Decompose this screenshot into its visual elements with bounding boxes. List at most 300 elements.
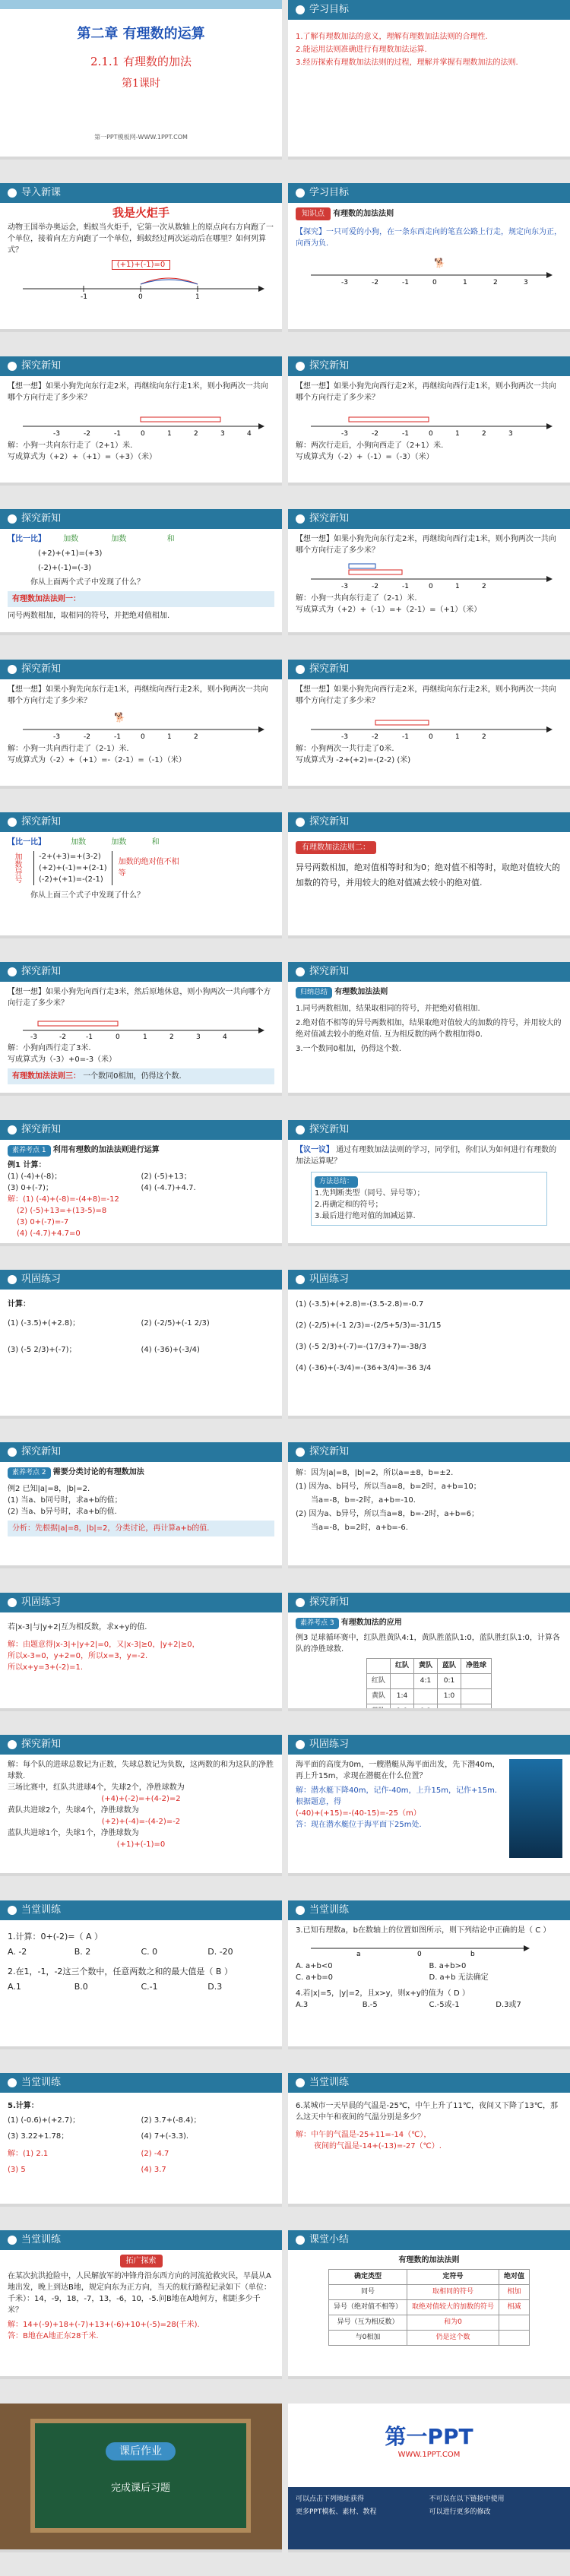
compare-label: 【比一比】 xyxy=(8,837,46,847)
svg-text:2: 2 xyxy=(169,1033,174,1040)
svg-text:-2: -2 xyxy=(372,733,378,740)
option-c: C. a+b=0 xyxy=(296,1973,333,1982)
svg-text:-2: -2 xyxy=(59,1033,66,1040)
number-line xyxy=(8,274,274,299)
expression: 写成算式为（+2）+（+1）=（+3）（米） xyxy=(8,452,157,461)
answer-2: 夜间的气温是-14+(-13)=-27（℃）. xyxy=(314,2141,442,2150)
site-credit: 第一PPT模板网-WWW.1PPT.COM xyxy=(94,134,188,141)
summary-title: 有理数加法法则 xyxy=(334,988,388,997)
number-line xyxy=(296,1939,562,1957)
header-title: 探究新知 xyxy=(21,1739,62,1751)
svg-text:0: 0 xyxy=(116,1033,120,1040)
equation-2: (+2)+(-1)=+(2-1) xyxy=(39,863,107,872)
header-dot-icon xyxy=(8,188,17,198)
header-title: 学习目标 xyxy=(309,187,350,199)
item-2: (2) (-5)+13； xyxy=(141,1172,192,1181)
answer-2: (2) (-2/5)+(-1 2/3)=-(2/5+5/3)=-31/15 xyxy=(296,1321,442,1330)
svg-text:3: 3 xyxy=(196,1033,201,1040)
svg-text:3: 3 xyxy=(508,429,513,437)
header-dot-icon xyxy=(296,5,305,14)
header-dot-icon xyxy=(8,1598,17,1607)
homework-text: 完成课后习题 xyxy=(110,2482,170,2494)
svg-text:-1: -1 xyxy=(81,293,87,300)
th-3: 蓝队 xyxy=(438,1658,461,1673)
slide-drill-3 xyxy=(0,2073,282,2207)
answer-1: 解：(1) 2.1 xyxy=(8,2149,49,2158)
item-2: (2) 当a、b异号时，求a+b的值. xyxy=(8,1508,117,1517)
question-4: 4.若|x|=5，|y|=2，且x>y，则x+y的值为（ D ） xyxy=(296,1989,470,1998)
slide-drill-2 xyxy=(288,1900,570,2049)
line-3: (+4)+(-2)=+(4-2)=2 xyxy=(101,1795,181,1804)
svg-text:-2: -2 xyxy=(372,429,378,437)
header-title: 探究新知 xyxy=(309,1596,350,1608)
table-row: 红队 4:1 0:1 xyxy=(366,1673,491,1688)
summary-tag: 归纳总结 xyxy=(296,987,332,998)
header-title: 当堂训练 xyxy=(21,1904,62,1916)
slide-practice-1 xyxy=(0,1270,282,1419)
summary-item-2: 2.绝对值不相等的异号两数相加，结果取绝对值较大的加数的符号，并用较大的绝对值减去较小的绝对值. 互为相反数的两个数相加得0. xyxy=(296,1019,562,1040)
slide-explore-6 xyxy=(0,962,282,1096)
header-title: 当堂训练 xyxy=(21,2076,62,2088)
option-b: B. a+b>0 xyxy=(429,1961,467,1970)
answer-4: (4) (-36)+(-3/4)=-(36+3/4)=-36 3/4 xyxy=(296,1364,432,1372)
summary-table: 确定类型 定符号 绝对值 同号 取相同的符号 相加 异号（绝对值不相等） 取绝对值较大的加数的符号 相减 异号（互为相反数） 和为0 与0相加 仍是这个数 xyxy=(328,2269,530,2346)
header-dot-icon xyxy=(8,967,17,976)
step-1: 1.先判断类型（同号、异号等）； xyxy=(315,1188,425,1198)
equation-3: (-2)+(+1)=-(2-1) xyxy=(39,875,103,884)
ad-line-2: 更多PPT模板、素材、教程 xyxy=(296,2508,377,2516)
number-line xyxy=(296,407,562,437)
svg-text:-2: -2 xyxy=(84,429,90,437)
option-c: C.-5或-1 xyxy=(429,2000,460,2009)
answer-2: (-40)+(+15)=-(40-15)=-25（m） xyxy=(296,1809,421,1818)
header-dot-icon xyxy=(8,1275,17,1284)
discuss-label: 【议一议】 xyxy=(296,1145,334,1154)
answer-3: 所以x+y=3+(-2)=1. xyxy=(8,1663,84,1672)
goal-3: 3.经历探索有理数加法法则的过程，理解并掌握有理数加法的法则. xyxy=(296,59,518,67)
line-1: 解：每个队的进球总数记为正数，失球总数记为负数，这两数的和为这队的净胜球数. xyxy=(8,1761,274,1781)
option-d: D. -20 xyxy=(207,1946,233,1957)
submarine-image xyxy=(509,1759,562,1858)
goal-2: 2.能运用法则准确进行有理数加法运算. xyxy=(296,46,427,54)
svg-text:a: a xyxy=(356,1950,361,1957)
svg-text:1: 1 xyxy=(195,293,200,300)
slide-summary xyxy=(288,962,570,1096)
rule-text: 同号两数相加，取相同的符号，并把绝对值相加. xyxy=(8,612,170,621)
question: 通过有理数加法法则的学习，同学们，你们认为如何进行有理数的加法运算呢？ xyxy=(296,1145,557,1166)
col-addend-2: 加数 xyxy=(111,535,127,544)
line-7: (+1)+(-1)=0 xyxy=(116,1840,166,1850)
option-d: D.3 xyxy=(207,1981,223,1992)
knowledge-title: 有理数的加法法则 xyxy=(333,210,394,219)
summary-item-3: 3.一个数同0相加，仍得这个数. xyxy=(296,1045,402,1054)
slide-practice-2 xyxy=(0,1593,282,1711)
th-1: 红队 xyxy=(390,1658,413,1673)
question-3: 3.已知有理数a，b在数轴上的位置如图所示，则下列结论中正确的是（ C ） xyxy=(296,1926,551,1935)
svg-text:2: 2 xyxy=(482,583,486,590)
svg-text:1: 1 xyxy=(167,733,172,740)
example-title: 有理数加法的应用 xyxy=(340,1618,402,1627)
header-title: 探究新知 xyxy=(309,359,350,372)
answer: 解：小狗向西行走了3米. xyxy=(8,1044,91,1053)
table-row: 异号（互为相反数） 和为0 xyxy=(328,2315,529,2331)
expression: 写成算式为 -2+(+2)=-(2-2) (米) xyxy=(296,755,411,764)
number-line xyxy=(296,559,562,590)
svg-text:2: 2 xyxy=(482,733,486,740)
ad-line-3: 不可以在以下链接中使用 xyxy=(429,2495,505,2503)
homework-title: 课后作业 xyxy=(106,2442,176,2460)
svg-text:-3: -3 xyxy=(53,429,60,437)
svg-text:b: b xyxy=(470,1950,475,1957)
header-dot-icon xyxy=(8,2236,17,2245)
compare-label: 【比一比】 xyxy=(8,535,46,544)
question: 【想一想】如果小狗先向东行走1米，再继续向西行走2米，则小狗两次一共向哪个方向行走了多少米？ xyxy=(8,685,268,705)
step-3: 3.最后进行绝对值的加减运算. xyxy=(315,1211,416,1220)
svg-text:1: 1 xyxy=(455,733,460,740)
svg-text:2: 2 xyxy=(194,733,198,740)
col-sum: 和 xyxy=(166,535,175,544)
header-dot-icon xyxy=(296,1598,305,1607)
solution-3: (3) 0+(-7)=-7 xyxy=(17,1217,69,1226)
answer-2: 答：B地在A地正东28千米. xyxy=(8,2332,99,2341)
slide-explore-3 xyxy=(288,509,570,635)
rule-text: 一个数同0相加，仍得这个数. xyxy=(83,1072,182,1081)
header-title: 巩固练习 xyxy=(309,1739,350,1751)
slide-homework xyxy=(0,2404,282,2552)
header-title: 巩固练习 xyxy=(309,1274,350,1285)
item-1: (1) 当a、b同号时，求a+b的值； xyxy=(8,1496,122,1505)
score-table xyxy=(366,1658,492,1711)
header-title: 探究新知 xyxy=(309,513,350,525)
dog-icon: 🐕 xyxy=(114,711,125,723)
option-d: D. a+b 无法确定 xyxy=(429,1973,489,1982)
number-line xyxy=(8,710,274,740)
knowledge-tag: 知识点 xyxy=(296,207,331,220)
col-addend-1: 加数 xyxy=(71,837,87,847)
header-dot-icon xyxy=(296,362,305,371)
line-6: 蓝队共进球1个，失球1个，净胜球数为 xyxy=(8,1829,139,1838)
expression: 写成算式为（-2）+（+1）=-（2-1）=（-1）（米） xyxy=(8,755,186,764)
slide-explore-4 xyxy=(0,660,282,789)
svg-text:4: 4 xyxy=(247,429,252,437)
svg-text:0: 0 xyxy=(429,733,433,740)
header-title: 探究新知 xyxy=(21,815,62,828)
header-title: 当堂训练 xyxy=(21,2234,62,2246)
slide-example-2 xyxy=(0,1442,282,1568)
question: 在某次抗洪抢险中，人民解放军的冲锋舟沿东西方向的河流抢救灾民，早晨从A地出发，晚上到达B地，规定向东为正方向，当天的航行路程记录如下（单位：千米）：14，-9，18，-7，13，-6，10，-5.问B地在A地何方，相距多少千米？ xyxy=(8,2272,271,2315)
side-label-left: 加数异号 xyxy=(13,853,21,884)
col-sum: 和 xyxy=(151,837,160,847)
svg-text:2: 2 xyxy=(493,279,498,286)
item-1: (1) (-3.5)+(+2.8)； xyxy=(8,1319,81,1328)
slide-knowledge xyxy=(288,183,570,332)
question: 【想一想】如果小狗先向东行走2米，再继续向西行走1米，则小狗两次一共向哪个方向行走了多少米？ xyxy=(296,535,556,555)
option-b: B.-5 xyxy=(362,2000,378,2009)
answer: 解：小狗一共向东行走了（2-1）米. xyxy=(296,594,417,603)
summary-title: 有理数的加法法则 xyxy=(398,2256,460,2265)
header-title: 探究新知 xyxy=(21,1446,62,1458)
svg-text:4: 4 xyxy=(223,1033,227,1040)
header-title: 探究新知 xyxy=(309,663,350,675)
line-5: 当a=-8，b=2时，a+b=-6. xyxy=(311,1524,408,1533)
svg-text:-1: -1 xyxy=(402,279,409,286)
example-tag: 素养考点 1 xyxy=(8,1145,51,1157)
slide-explore-2 xyxy=(288,356,570,486)
answer-3: (3) (-5 2/3)+(-7)=-(17/3+7)=-38/3 xyxy=(296,1343,426,1351)
slide-drill-4 xyxy=(288,2073,570,2207)
header-title: 探究新知 xyxy=(21,1123,62,1135)
header-title: 探究新知 xyxy=(21,663,62,675)
ad-line-1: 可以点击下列地址获得 xyxy=(296,2495,365,2503)
svg-text:-2: -2 xyxy=(84,733,90,740)
item-1: (1) (-0.6)+(+2.7)； xyxy=(8,2116,81,2125)
intro-formula: (+1)+(-1)=0 xyxy=(112,260,170,270)
answer-2: (2) -4.7 xyxy=(141,2149,169,2158)
svg-text:-2: -2 xyxy=(372,583,378,590)
svg-text:-3: -3 xyxy=(341,429,348,437)
number-line xyxy=(8,407,274,437)
example-label: 例1 计算： xyxy=(8,1160,46,1169)
method-tag: 方法总结： xyxy=(315,1176,358,1188)
slide-explore-5 xyxy=(288,660,570,789)
equation-2: (-2)+(-1)=(-3) xyxy=(38,564,92,573)
slide-practice-1-answers xyxy=(288,1270,570,1419)
example-tag: 素养考点 2 xyxy=(8,1467,51,1479)
svg-text:0: 0 xyxy=(141,429,145,437)
rule-text: 异号两数相加，绝对值相等时和为0；绝对值不相等时，取绝对值较大的加数的符号，并用较大的绝对值减去较小的绝对值. xyxy=(296,862,560,888)
item-4: (4) (-4.7)+4.7. xyxy=(141,1183,196,1192)
slide-rule-2 xyxy=(288,812,570,938)
header-dot-icon xyxy=(8,1740,17,1749)
slide-practice-3 xyxy=(288,1735,570,1876)
solution-4: (4) (-4.7)+4.7=0 xyxy=(17,1229,81,1238)
solution-2: (2) (-5)+13=+(13-5)=8 xyxy=(17,1206,107,1215)
ad-site: WWW.1PPT.COM xyxy=(397,2450,461,2459)
svg-text:0: 0 xyxy=(429,583,433,590)
slide-compare-2 xyxy=(0,812,282,938)
header-title: 探究新知 xyxy=(309,1123,350,1135)
line-5: (+2)+(-4)=-(4-2)=-2 xyxy=(101,1818,181,1827)
line-2: (1) 因为a、b同号，所以当a=8，b=2时，a+b=10； xyxy=(296,1483,481,1492)
header-title: 当堂训练 xyxy=(309,1904,350,1916)
item-3: (3) 3.22+1.78； xyxy=(8,2131,69,2141)
header-dot-icon xyxy=(296,2078,305,2087)
question: 海平面的高度为0m，一艘潜艇从海平面出发，先下潜40m，再上升15m，求现在潜艇在什么位置？ xyxy=(296,1761,500,1781)
header-title: 探究新知 xyxy=(21,359,62,372)
svg-text:0: 0 xyxy=(141,733,145,740)
side-label-right: 加数的绝对值不相等 xyxy=(118,858,179,878)
solution-1: 解：(1) (-4)+(-8)=-(4+8)=-12 xyxy=(8,1195,119,1204)
option-a: A.3 xyxy=(296,2000,309,2009)
svg-text:2: 2 xyxy=(482,429,486,437)
svg-text:1: 1 xyxy=(143,1033,147,1040)
question: 你从上面三个式子中发现了什么？ xyxy=(30,891,144,900)
svg-text:-1: -1 xyxy=(402,733,409,740)
explore-text: 【探究】一只可爱的小狗，在一条东西走向的笔直公路上行走，规定向东为正，向西为负. xyxy=(296,228,562,248)
answer: 解：小狗一共向西行走了（2-1）米. xyxy=(8,744,129,753)
svg-text:-1: -1 xyxy=(114,733,121,740)
slide-intro xyxy=(0,183,282,332)
item-4: (4) 7+(-3.3). xyxy=(141,2131,189,2141)
option-a: A. -2 xyxy=(8,1946,27,1957)
equation-1: -2+(+3)=+(3-2) xyxy=(39,852,101,861)
item-1: (1) (-4)+(-8)； xyxy=(8,1172,62,1181)
svg-text:-3: -3 xyxy=(341,279,348,286)
answer-1: 解：由题意得|x-3|+|y+2|=0，又|x-3|≥0，|y+2|≥0， xyxy=(8,1640,200,1649)
header-title: 探究新知 xyxy=(309,1446,350,1458)
header-dot-icon xyxy=(296,1125,305,1135)
question: 【想一想】如果小狗先向西行走2米，再继续向西行走1米，则小狗两次一共向哪个方向行走了多少米？ xyxy=(296,381,556,402)
slide-example-3 xyxy=(288,1593,570,1711)
number-line xyxy=(8,1012,274,1040)
table-row: 同号 取相同的符号 相加 xyxy=(328,2285,529,2300)
analysis: 分析：先根据|a|=8，|b|=2，分类讨论，再计算a+b的值. xyxy=(8,1521,274,1536)
header-dot-icon xyxy=(296,2236,305,2245)
svg-text:0: 0 xyxy=(432,279,437,286)
item-3: (3) (-5 2/3)+(-7)； xyxy=(8,1346,77,1354)
number-line xyxy=(296,252,562,286)
rule-title: 有理数加法法则一： xyxy=(12,595,81,604)
slide-explore-1 xyxy=(0,356,282,486)
answer-4: (4) 3.7 xyxy=(141,2165,166,2174)
item-2: (2) (-2/5)+(-1 2/3) xyxy=(141,1319,210,1328)
header-dot-icon xyxy=(296,1448,305,1457)
header-title: 探究新知 xyxy=(21,966,62,978)
option-a: A.1 xyxy=(8,1981,21,1992)
col-addend-2: 加数 xyxy=(111,837,127,847)
equation-1: (+2)+(+1)=(+3) xyxy=(38,549,103,559)
slide-steps xyxy=(288,1120,570,1246)
option-c: C. 0 xyxy=(141,1946,158,1957)
option-a: A. a+b<0 xyxy=(296,1961,333,1970)
svg-text:-2: -2 xyxy=(372,279,378,286)
section-title: 2.1.1 有理数的加法 xyxy=(90,55,192,68)
svg-text:-3: -3 xyxy=(341,583,348,590)
svg-text:3: 3 xyxy=(220,429,225,437)
svg-text:1: 1 xyxy=(455,429,460,437)
number-line xyxy=(296,710,562,740)
extend-tag: 拓广探索 xyxy=(120,2255,163,2267)
slide-goals xyxy=(288,0,570,160)
question-1: 1.计算：0+(-2)=（ A ） xyxy=(8,1931,103,1941)
slide-compare-1 xyxy=(0,509,282,635)
question: 【想一想】如果小狗先向东行走2米，再继续向东行走1米，则小狗两次一共向哪个方向行走了多少米？ xyxy=(8,381,268,402)
slide-summary-2 xyxy=(288,2230,570,2379)
line-3: 当a=-8，b=-2时，a+b=-10. xyxy=(311,1496,416,1505)
item-2: (2) 3.7+(-8.4)； xyxy=(141,2116,201,2125)
slide-example-2-answer xyxy=(288,1442,570,1568)
answer-1: 解：潜水艇下降40m，记作-40m，上升15m，记作+15m.根据题意，得 xyxy=(296,1786,498,1807)
answer: 解：两次行走后，小狗向西走了（2+1）米. xyxy=(296,441,444,450)
svg-text:-1: -1 xyxy=(402,429,409,437)
slide-drill-5 xyxy=(0,2230,282,2379)
header-dot-icon xyxy=(8,665,17,674)
svg-text:-3: -3 xyxy=(53,733,60,740)
option-b: B.0 xyxy=(74,1981,88,1992)
svg-text:1: 1 xyxy=(167,429,172,437)
svg-text:-3: -3 xyxy=(341,733,348,740)
svg-text:0: 0 xyxy=(417,1950,422,1957)
header-dot-icon xyxy=(8,818,17,827)
line-1: 解：因为|a|=8，|b|=2，所以a=±8，b=±2. xyxy=(296,1469,454,1478)
svg-text:2: 2 xyxy=(194,429,198,437)
header-dot-icon xyxy=(8,1125,17,1135)
svg-text:0: 0 xyxy=(429,429,433,437)
svg-text:0: 0 xyxy=(138,293,143,300)
header-dot-icon xyxy=(296,1740,305,1749)
intro-text: 动物王国举办奥运会，蚂蚁当火炬手，它第一次从数轴上的原点向右方向跑了一个单位，接着向左方向跑了一个单位，蚂蚁经过两次运动后在哪里？如何列算式？ xyxy=(8,223,274,255)
expression: 写成算式为（-3）+0=-3（米） xyxy=(8,1055,117,1065)
svg-text:-1: -1 xyxy=(402,583,409,590)
slide-example-3-answer xyxy=(0,1735,282,1876)
answer: 解：小狗一共向东行走了（2+1）米. xyxy=(8,441,133,450)
answer: 解：小狗两次一共行走了0米. xyxy=(296,744,394,753)
slide-ad xyxy=(288,2404,570,2552)
header-dot-icon xyxy=(296,818,305,827)
header-title: 巩固练习 xyxy=(21,1274,62,1285)
question: 【想一想】如果小狗先向西行走2米，再继续向东行走2米，则小狗两次一共向哪个方向行走了多少米？ xyxy=(296,685,556,705)
table-row: 蓝队 1:0 0:1 xyxy=(366,1704,491,1711)
ad-line-4: 可以进行更多的修改 xyxy=(429,2508,491,2516)
step-2: 2.再确定和的符号； xyxy=(315,1200,383,1209)
slide-example-1 xyxy=(0,1120,282,1246)
header-title: 学习目标 xyxy=(309,4,350,15)
option-b: B. 2 xyxy=(74,1946,91,1957)
answer-3: 答：现在潜水艇位于海平面下25m处. xyxy=(296,1821,422,1830)
question: 若|x-3|与|y+2|互为相反数，求x+y的值. xyxy=(8,1622,147,1631)
answer-3: (3) 5 xyxy=(8,2165,26,2174)
col-addend-1: 加数 xyxy=(63,535,79,544)
dog-icon: 🐕 xyxy=(434,258,445,269)
question: 例2 已知|a|=8，|b|=2. xyxy=(8,1485,90,1494)
header-dot-icon xyxy=(296,1906,305,1915)
svg-text:1: 1 xyxy=(463,279,467,286)
option-c: C.-1 xyxy=(141,1981,158,1992)
table-row: 与0相加 仍是这个数 xyxy=(328,2331,529,2346)
example-title: 利用有理数的加法法则进行运算 xyxy=(52,1145,160,1154)
summary-item-1: 1.同号两数相加，结果取相同的符号，并把绝对值相加. xyxy=(296,1005,480,1014)
header-dot-icon xyxy=(296,1275,305,1284)
header-title: 探究新知 xyxy=(309,815,350,828)
header-dot-icon xyxy=(8,362,17,371)
header-dot-icon xyxy=(296,514,305,524)
header-dot-icon xyxy=(8,1448,17,1457)
header-dot-icon xyxy=(8,1906,17,1915)
ad-logo: 第一PPT xyxy=(385,2423,473,2449)
example-tag: 素养考点 3 xyxy=(296,1618,339,1629)
question: 例3 足球循环赛中，红队胜黄队4:1，黄队胜蓝队1:0，蓝队胜红队1:0，计算各队的净胜球数. xyxy=(296,1633,560,1654)
th-0 xyxy=(366,1658,390,1673)
option-d: D.3或7 xyxy=(496,2000,521,2009)
line-2: 三场比赛中，红队共进球4个，失球2个，净胜球数为 xyxy=(8,1783,185,1793)
th-2: 黄队 xyxy=(413,1658,437,1673)
item-3: (3) 0+(-7)； xyxy=(8,1183,53,1192)
line-4: 黄队共进球2个，失球4个，净胜球数为 xyxy=(8,1806,139,1815)
goal-1: 1.了解有理数加法的意义，理解有理数加法法则的合理性. xyxy=(296,33,488,41)
example-title: 需要分类讨论的有理数加法 xyxy=(52,1468,144,1477)
header-dot-icon xyxy=(8,514,17,524)
header-dot-icon xyxy=(296,967,305,976)
question: 6.某城市一天早晨的气温是-25℃，中午上升了11℃，夜间又下降了13℃，那么这天中午和夜间的气温分别是多少？ xyxy=(296,2101,559,2122)
header-title: 当堂训练 xyxy=(309,2076,350,2088)
answer-2: 所以x-3=0，y+2=0，所以x=3，y=-2. xyxy=(8,1651,148,1660)
table-row: 异号（绝对值不相等） 取绝对值较大的加数的符号 相减 xyxy=(328,2300,529,2315)
answer-1: 解：14+(-9)+18+(-7)+13+(-6)+10+(-5)=28(千米). xyxy=(8,2321,200,2330)
rule-title: 有理数加法法则三： xyxy=(12,1072,81,1081)
line-4: (2) 因为a、b异号，所以当a=8，b=-2时，a+b=6； xyxy=(296,1510,479,1519)
header-title: 探究新知 xyxy=(21,513,62,525)
question: 你从上面两个式子中发现了什么？ xyxy=(30,578,144,587)
